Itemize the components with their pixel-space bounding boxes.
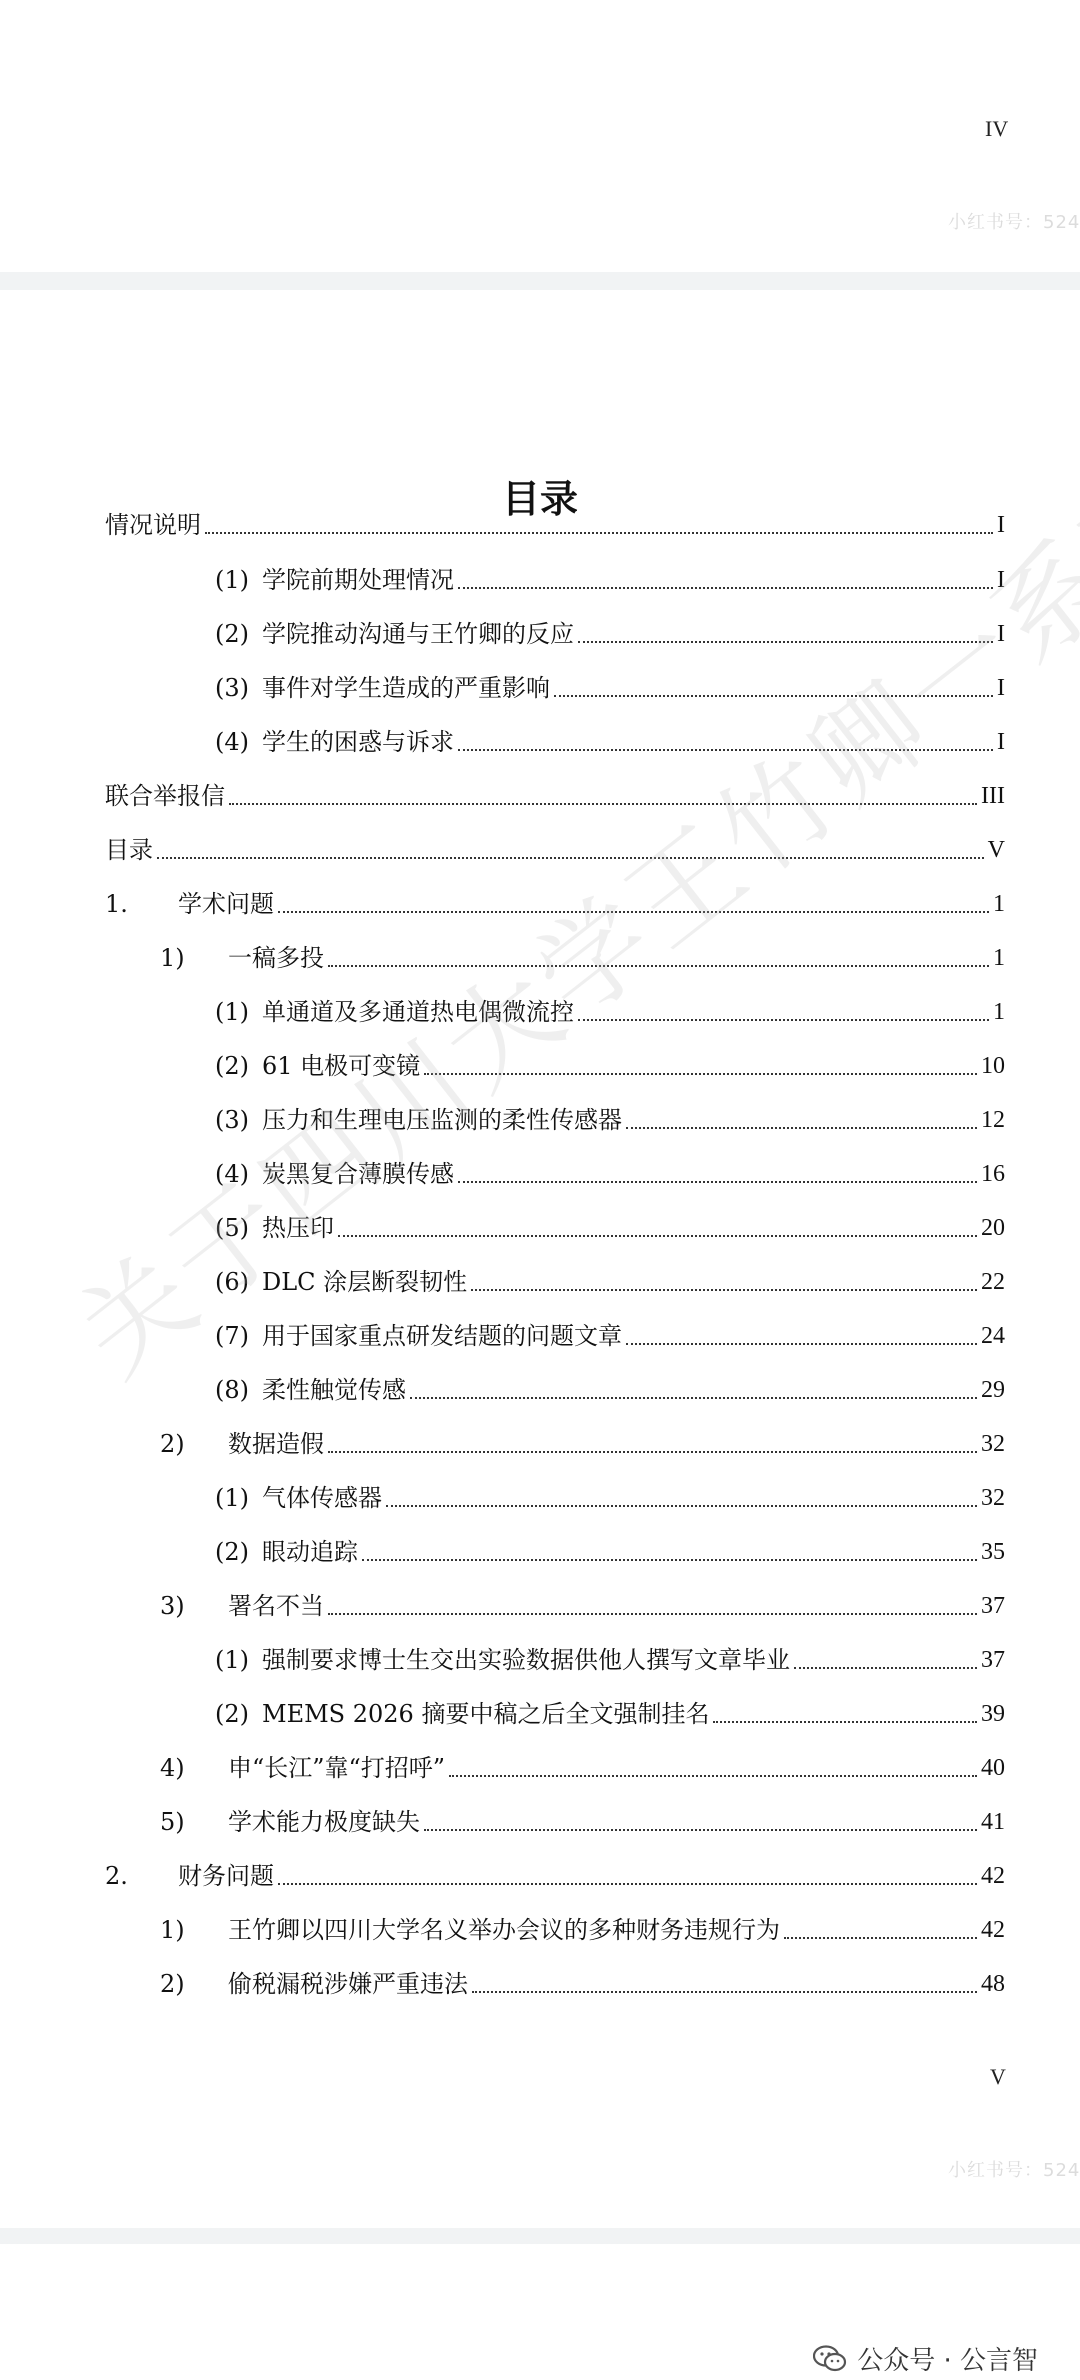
toc-leader-dots bbox=[458, 586, 993, 589]
toc-entry bbox=[160, 938, 1005, 978]
toc-entry bbox=[215, 614, 1005, 654]
previous-page bbox=[0, 0, 1080, 272]
toc-leader-dots bbox=[386, 1504, 977, 1507]
toc-entry bbox=[215, 560, 1005, 600]
toc-entry-number: 2) bbox=[160, 1430, 185, 1458]
toc-entry bbox=[215, 722, 1005, 762]
toc-leader-dots bbox=[794, 1666, 977, 1669]
toc-entry-page: 10 bbox=[981, 1053, 1005, 1079]
toc-entry-title: 压力和生理电压监测的柔性传感器 bbox=[262, 1106, 622, 1134]
toc-entry-page: 1 bbox=[993, 999, 1005, 1025]
toc-entry bbox=[215, 1640, 1005, 1680]
toc-entry-number: (6) bbox=[215, 1268, 249, 1296]
toc-entry-title: 偷税漏税涉嫌严重违法 bbox=[228, 1970, 468, 1998]
toc-entry-number: (1) bbox=[215, 998, 249, 1026]
toc-entry bbox=[215, 1262, 1005, 1302]
toc-entry-page: 16 bbox=[981, 1161, 1005, 1187]
toc-leader-dots bbox=[554, 694, 993, 697]
toc-entry-title: 申“长江”靠“打招呼” bbox=[228, 1754, 446, 1782]
toc-entry-page: I bbox=[997, 621, 1005, 647]
toc-entry bbox=[215, 1046, 1005, 1086]
footer-brand[interactable] bbox=[813, 2340, 1038, 2377]
toc-entry-number: (1) bbox=[215, 566, 249, 594]
toc-entry-number: (3) bbox=[215, 674, 249, 702]
toc-entry-number: 4) bbox=[160, 1754, 185, 1782]
toc-entry bbox=[215, 1154, 1005, 1194]
toc-entry-number: 1. bbox=[105, 890, 128, 918]
toc-entry-page: 48 bbox=[981, 1971, 1005, 1997]
toc-entry-title: DLC 涂层断裂韧性 bbox=[262, 1268, 468, 1296]
toc-entry-number: (3) bbox=[215, 1106, 249, 1134]
toc-entry-number: 1) bbox=[160, 1916, 185, 1944]
toc-entry bbox=[215, 1694, 1005, 1734]
toc-entry-number: (1) bbox=[215, 1646, 249, 1674]
toc-entry-number: 2) bbox=[160, 1970, 185, 1998]
toc-entry-page: V bbox=[987, 837, 1005, 863]
toc-entry-page: 40 bbox=[981, 1755, 1005, 1781]
toc-leader-dots bbox=[578, 1018, 989, 1021]
toc-entry-page: 1 bbox=[993, 945, 1005, 971]
toc-entry-page: 39 bbox=[981, 1701, 1005, 1727]
toc-entry-number: (1) bbox=[215, 1484, 249, 1512]
toc-entry bbox=[160, 1586, 1005, 1626]
toc-leader-dots bbox=[472, 1990, 977, 1993]
toc-entry-title: 61 电极可变镜 bbox=[262, 1052, 421, 1080]
toc-entry bbox=[215, 1532, 1005, 1572]
toc-entry-title: 王竹卿以四川大学名义举办会议的多种财务违规行为 bbox=[228, 1916, 780, 1944]
toc-entry-title: 财务问题 bbox=[178, 1862, 274, 1890]
toc-entry-title: 眼动追踪 bbox=[262, 1538, 358, 1566]
toc-entry-number: 5) bbox=[160, 1808, 185, 1836]
toc-leader-dots bbox=[338, 1234, 977, 1237]
toc-leader-dots bbox=[410, 1396, 977, 1399]
toc-entry-title: 用于国家重点研发结题的问题文章 bbox=[262, 1322, 622, 1350]
toc-leader-dots bbox=[458, 748, 993, 751]
toc-entry-page: 41 bbox=[981, 1809, 1005, 1835]
toc-entry-number: (2) bbox=[215, 1052, 249, 1080]
toc-entry-page: 29 bbox=[981, 1377, 1005, 1403]
toc-leader-dots bbox=[362, 1558, 977, 1561]
toc-entry-page: 42 bbox=[981, 1863, 1005, 1889]
page-gap bbox=[0, 2228, 1080, 2244]
toc-entry-title: 气体传感器 bbox=[262, 1484, 382, 1512]
toc-entry-title: 目录 bbox=[105, 836, 153, 864]
toc-entry-page: I bbox=[997, 567, 1005, 593]
toc-entry-page: 37 bbox=[981, 1593, 1005, 1619]
toc-entry-page: 12 bbox=[981, 1107, 1005, 1133]
toc-entry-title: 学术问题 bbox=[178, 890, 274, 918]
toc-entry-title: 炭黑复合薄膜传感 bbox=[262, 1160, 454, 1188]
toc-leader-dots bbox=[205, 531, 993, 534]
toc-entry-page: 20 bbox=[981, 1215, 1005, 1241]
toc-entry-page: 37 bbox=[981, 1647, 1005, 1673]
toc-leader-dots bbox=[424, 1828, 977, 1831]
toc-entry-title: 数据造假 bbox=[228, 1430, 324, 1458]
toc-leader-dots bbox=[458, 1180, 977, 1183]
toc-leader-dots bbox=[626, 1126, 977, 1129]
toc-leader-dots bbox=[713, 1720, 977, 1723]
toc-entry bbox=[160, 1424, 1005, 1464]
toc-leader-dots bbox=[626, 1342, 977, 1345]
toc-title: 目录 bbox=[501, 477, 578, 521]
page-number: IV bbox=[985, 116, 1009, 141]
toc-entry-title: 强制要求博士生交出实验数据供他人撰写文章毕业 bbox=[262, 1646, 790, 1674]
toc-entry-page: 24 bbox=[981, 1323, 1005, 1349]
toc-leader-dots bbox=[449, 1774, 977, 1777]
toc-entry bbox=[160, 1910, 1005, 1950]
toc-entry bbox=[160, 1748, 1005, 1788]
toc-entry-title: 学生的困惑与诉求 bbox=[262, 728, 454, 756]
toc-entry-number: 1) bbox=[160, 944, 185, 972]
toc-entry-page: 42 bbox=[981, 1917, 1005, 1943]
toc-entry-title: 柔性触觉传感 bbox=[262, 1376, 406, 1404]
toc-entry-title: 一稿多投 bbox=[228, 944, 324, 972]
toc-leader-dots bbox=[424, 1072, 977, 1075]
toc-entry-number: (4) bbox=[215, 728, 249, 756]
page-gap bbox=[0, 272, 1080, 290]
toc-leader-dots bbox=[471, 1288, 977, 1291]
toc-entry-title: 热压印 bbox=[262, 1214, 334, 1242]
toc-entry-title: 事件对学生造成的严重影响 bbox=[262, 674, 550, 702]
wechat-icon bbox=[813, 2345, 847, 2373]
toc-entry-number: (7) bbox=[215, 1322, 249, 1350]
toc-entry-page: I bbox=[997, 512, 1005, 538]
page-number: V bbox=[990, 2064, 1006, 2089]
toc-entry-title: 署名不当 bbox=[228, 1592, 324, 1620]
toc-entry-title: 学院推动沟通与王竹卿的反应 bbox=[262, 620, 574, 648]
toc-entry-title: 联合举报信 bbox=[105, 782, 225, 810]
toc-entry-number: 2. bbox=[105, 1862, 128, 1890]
toc-leader-dots bbox=[278, 1882, 977, 1885]
toc-entry-number: (4) bbox=[215, 1160, 249, 1188]
toc-entry bbox=[105, 884, 1005, 924]
toc-leader-dots bbox=[784, 1936, 977, 1939]
toc-entry-page: I bbox=[997, 729, 1005, 755]
toc-entry-page: I bbox=[997, 675, 1005, 701]
toc-entry bbox=[215, 1208, 1005, 1248]
toc-entry-page: 1 bbox=[993, 891, 1005, 917]
corner-watermark: 小红书号：524 bbox=[948, 2160, 1080, 2181]
toc-entry bbox=[215, 1370, 1005, 1410]
toc-entry-number: 3) bbox=[160, 1592, 185, 1620]
toc-leader-dots bbox=[229, 802, 977, 805]
toc-entry-page: 35 bbox=[981, 1539, 1005, 1565]
toc-entry bbox=[215, 992, 1005, 1032]
toc-entry bbox=[215, 668, 1005, 708]
toc-entry bbox=[160, 1802, 1005, 1842]
toc-entry-title: 学术能力极度缺失 bbox=[228, 1808, 420, 1836]
toc-entry-number: (5) bbox=[215, 1214, 249, 1242]
toc-entry-title: 学院前期处理情况 bbox=[262, 566, 454, 594]
toc-entry bbox=[215, 1316, 1005, 1356]
toc-entry bbox=[105, 830, 1005, 870]
toc-leader-dots bbox=[328, 964, 989, 967]
corner-watermark: 小红书号：524 bbox=[948, 212, 1080, 233]
toc-entry bbox=[215, 1478, 1005, 1518]
toc-entry bbox=[105, 505, 1005, 545]
toc-entry bbox=[160, 1964, 1005, 2004]
toc-leader-dots bbox=[157, 856, 984, 859]
toc-entry bbox=[215, 1100, 1005, 1140]
toc-entry-page: 32 bbox=[981, 1485, 1005, 1511]
toc-entry-page: 22 bbox=[981, 1269, 1005, 1295]
toc-entry bbox=[105, 776, 1005, 816]
footer-brand-text: 公众号 · 公言智 bbox=[857, 2346, 1038, 2376]
toc-entry-title: 单通道及多通道热电偶微流控 bbox=[262, 998, 574, 1026]
toc-entry-number: (8) bbox=[215, 1376, 249, 1404]
toc-entry-page: 32 bbox=[981, 1431, 1005, 1457]
toc-entry bbox=[105, 1856, 1005, 1896]
toc-leader-dots bbox=[328, 1450, 977, 1453]
toc-entry-page: III bbox=[981, 783, 1005, 809]
toc-entry-number: (2) bbox=[215, 1700, 249, 1728]
toc-leader-dots bbox=[278, 910, 989, 913]
toc-leader-dots bbox=[328, 1612, 977, 1615]
toc-entry-number: (2) bbox=[215, 620, 249, 648]
toc-entry-title: MEMS 2026 摘要中稿之后全文强制挂名 bbox=[262, 1700, 710, 1728]
toc-entry-number: (2) bbox=[215, 1538, 249, 1566]
toc-entry-title: 情况说明 bbox=[105, 511, 201, 539]
toc-leader-dots bbox=[578, 640, 993, 643]
